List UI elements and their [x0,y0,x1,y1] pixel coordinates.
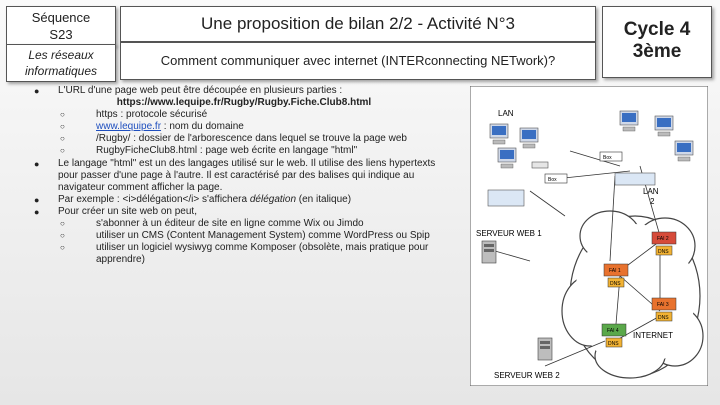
svg-text:DNS: DNS [658,249,669,255]
svg-text:DNS: DNS [608,341,619,347]
svg-text:FAI 1: FAI 1 [609,268,621,274]
server1-icon [482,241,496,263]
theme-line2: informatiques [24,64,98,78]
bullet-create-site: ● Pour créer un site web on peut, [34,205,197,217]
sub-bullet-wix: ○ s'abonner à un éditeur de site en ligne comme Wix ou Jimdo [60,218,364,230]
sub-bullet-cms: ○ utiliser un CMS (Content Management System) comme WordPress ou Spip [60,230,430,242]
cycle-box [602,6,712,78]
bullet-circle-icon: ○ [60,122,65,132]
theme-line1: Les réseaux [28,48,94,62]
example-url: https://www.lequipe.fr/Rugby/Rugby.Fiche.Club8.html [116,97,372,109]
sub-bullet-page: ○ RugbyFicheClub8.html : page web écrite en langage "html" [60,145,358,157]
svg-text:Box: Box [603,155,612,161]
domain-link[interactable]: www.lequipe.fr [96,121,162,133]
router-box-icon [545,174,567,183]
lan2-number: 2 [650,197,655,206]
sequence-label: Séquence [31,10,91,25]
bullet-dot-icon: ● [34,206,40,217]
server2-label: SERVEUR WEB 2 [494,371,560,380]
internet-label: INTERNET [633,331,673,340]
slide-content [34,85,454,266]
svg-text:FAI 3: FAI 3 [657,302,669,308]
bullet-html: ● Le langage "html" est un des langages utilisé sur le web. Il utilise des liens hypertexts pour passer d'une page à l'autre. Il est caractérisé par des balises qui indique au navigateur comment afficher la page. [34,157,436,193]
sub-bullet-wysiwyg: ○ utiliser un logiciel wysiwyg comme Komposer (obsolète, mais pratique pour apprendre) [60,242,429,266]
lan2-label: LAN [643,187,659,196]
page-title: Une proposition de bilan 2/2 - Activité N°3 [120,6,596,42]
bullet-example: ● Par exemple : <i>délégation</i> s'affichera délégation (en italique) [34,193,352,205]
sub-bullet-folder: ○ /Rugby/ : dossier de l'arborescence dans lequel se trouve la page web [60,133,407,145]
theme-box [6,44,116,82]
sub-bullet-protocol: ○ https : protocole sécurisé [60,109,208,121]
cycle-line2: 3ème [632,41,682,62]
svg-text:DNS: DNS [658,315,669,321]
svg-text:FAI 4: FAI 4 [607,328,619,334]
bullet-dot-icon: ● [34,86,40,96]
bullet-url: ● L'URL d'une page web peut être découpée en plusieurs parties : [34,85,343,96]
bullet-circle-icon: ○ [60,146,65,156]
svg-text:DNS: DNS [610,281,621,287]
cycle-line1: Cycle 4 [623,19,691,40]
page-subtitle: Comment communiquer avec internet (INTERconnecting NETwork)? [120,42,596,80]
lan1-switch-icon [532,162,548,168]
svg-text:FAI 2: FAI 2 [657,236,669,242]
server1-label: SERVEUR WEB 1 [476,229,542,238]
sequence-box [6,6,116,46]
bullet-circle-icon: ○ [60,110,65,120]
router-box-icon [600,152,622,161]
svg-text:Box: Box [548,177,557,183]
sub-bullet-domain: ○ www.lequipe.fr : nom du domaine [60,121,244,133]
bullet-circle-icon: ○ [60,231,65,241]
bullet-dot-icon: ● [34,158,40,169]
bullet-dot-icon: ● [34,194,40,205]
bullet-circle-icon: ○ [60,134,65,144]
network-diagram [470,86,708,386]
server2-icon [538,338,552,360]
sequence-id: S23 [49,27,73,42]
bullet-circle-icon: ○ [60,243,65,253]
bullet-circle-icon: ○ [60,219,65,229]
lan-label: LAN [498,109,514,118]
